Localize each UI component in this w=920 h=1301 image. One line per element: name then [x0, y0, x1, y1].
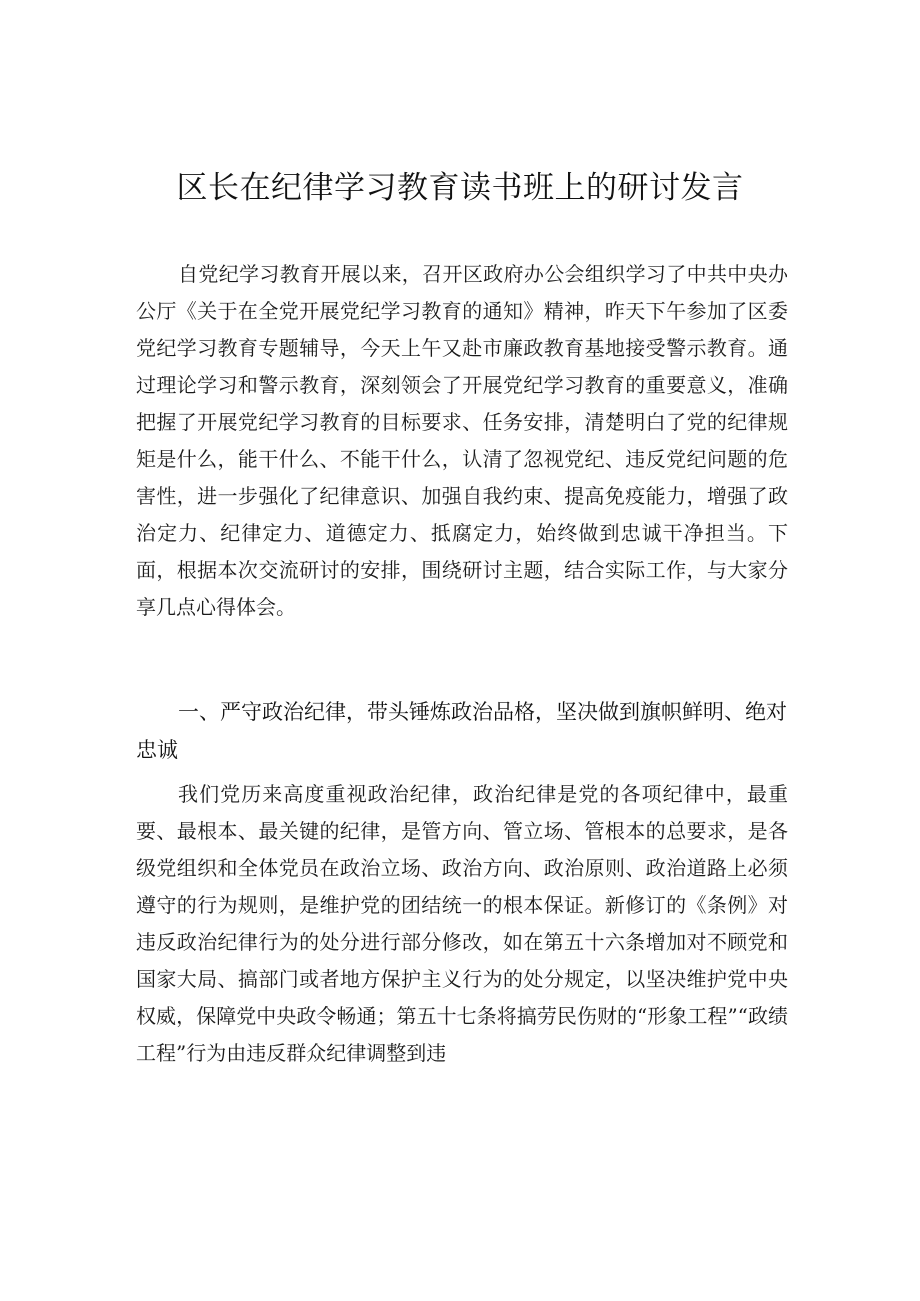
section-paragraph: 我们党历来高度重视政治纪律，政治纪律是党的各项纪律中，最重要、最根本、最关键的纪律，是管方向、管立场、管根本的总要求，是各级党组织和全体党员在政治立场、政治方向、政治原则、政治道路上必须遵守的行为规则，是维护党的团结统一的根本保证。新修订的《条例》对违反政治纪律行为的处分进行部分修改，如在第五十六条增加对不顾党和国家大局、搞部门或者地方保护主义行为的处分规定，以坚决维护党中央权威，保障党中央政令畅通；第五十七条将搞劳民伤财的“形象工程”“政绩工程”行为由违反群众纪律调整到违: [136, 782, 788, 1065]
intro-paragraph: 自党纪学习教育开展以来，召开区政府办公会组织学习了中共中央办公厅《关于在全党开展党纪学习教育的通知》精神，昨天下午参加了区委党纪学习教育专题辅导，今天上午又赴市廉政教育基地接受警示教育。通过理论学习和警示教育，深刻领会了开展党纪学习教育的重要意义，准确把握了开展党纪学习教育的目标要求、任务安排，清楚明白了党的纪律规矩是什么，能干什么、不能干什么，认清了忽视党纪、违反党纪问题的危害性，进一步强化了纪律意识、加强自我约束、提高免疫能力，增强了政治定力、纪律定力、道德定力、抵腐定力，始终做到忠诚干净担当。下面，根据本次交流研讨的安排，围绕研讨主题，结合实际工作，与大家分享几点心得体会。: [136, 262, 788, 619]
section-heading: 一、严守政治纪律，带头锤炼政治品格，坚决做到旗帜鲜明、绝对忠诚: [136, 700, 787, 762]
document-title: 区长在纪律学习教育读书班上的研讨发言: [176, 170, 744, 206]
